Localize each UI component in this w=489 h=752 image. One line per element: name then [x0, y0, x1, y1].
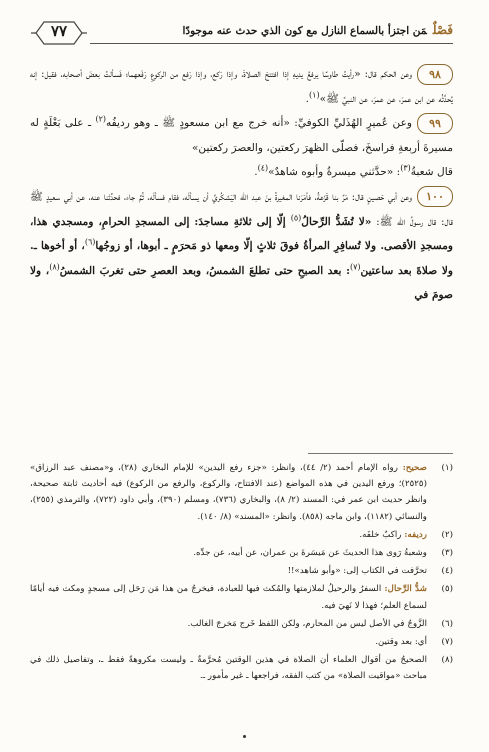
footnote-ref[interactable]: (٢) — [95, 114, 106, 124]
footnote-text — [30, 652, 427, 684]
hadith-text: وعن أبي حَصينٍ قال: مَرَّ بنا قَزَعةُ، فأمَرَنا المغيرةُ بنَ عبد الله اليَشكُريَّ أن يسألَه، فقام فسألَه، ثُمَّ جاء، فحدَّثنا عنه، عن أبي سعيدٍ ﷺ قال: قال رسولُ الله ﷺ: — [30, 190, 453, 228]
footnote-ref[interactable]: (٥) — [290, 213, 302, 223]
footnotes — [30, 460, 453, 687]
footnote-number: (٨) — [441, 655, 453, 666]
footnote-body: الصحيحُ من أقوال العلماء أن الصلاة في هذين الوقتين مُحرَّمةٌ ـ وليست مكروهةً فقط ـ، وتفاصيل ذلك في مباحث «مواقيت الصلاة» من كتب الفقه، فراجعها ـ غير مأمور ـ. — [30, 655, 427, 682]
footnote-body: الزَّوجُ في الأصل ليس من المحارم، ولكن اللفظ خَرج مَخرجَ الغالب. — [187, 618, 427, 629]
page-dot — [243, 735, 246, 738]
prophetic-text: ، أو أخوها ـ. ولا صلاةَ بعد ساعتين — [30, 240, 454, 277]
page-number-frame — [30, 18, 88, 48]
prophetic-text: «لا تُشَدُّ الرِّحالُ — [301, 215, 372, 228]
hadith-number-badge: ٩٨ — [417, 64, 453, 85]
footnote-ref[interactable]: (١) — [309, 90, 320, 100]
footnote-number: (٤) — [441, 566, 453, 577]
footnote-item — [30, 581, 453, 613]
hadith-number-badge: ٩٩ — [417, 113, 453, 134]
footnote-body: تحرَّفت في الكتاب إلى: «وأبو شاهد»!! — [287, 566, 427, 577]
prophetic-text: ، ولا صومَ في — [30, 264, 453, 302]
period: . — [254, 166, 258, 179]
footnote-ref[interactable]: (٦) — [84, 237, 96, 247]
footnote-item — [30, 652, 453, 684]
footnote-item — [30, 616, 453, 632]
footnote-number: (٧) — [441, 637, 453, 648]
footnote-keyword: صحيح: — [402, 463, 427, 473]
prophetic-text: إلّا إلى ثلاثةِ مساجدَ: إلى المسجدِ الحرامِ، ومسجدي هذا، ومسجدِ الأقصى. ولا تُسافِرِ المرأةُ فوقَ ثلاثٍ إلّا ومعها ذو مَحرَمٍ ـ أبوها، أو زوجُها — [30, 215, 453, 253]
footnote-body: أي: بعد وقتين. — [375, 637, 427, 648]
header-rule — [90, 43, 453, 44]
narrator-quote: : «حدَّثني ميسرةُ وأبوه شاهدٌ» — [268, 166, 401, 179]
footnote-number: (٥) — [441, 584, 453, 595]
main-text — [30, 62, 453, 308]
footnote-text — [30, 460, 427, 525]
footnote-item — [30, 527, 453, 543]
hadith-number-badge: ١٠٠ — [417, 186, 453, 207]
running-title — [183, 23, 453, 37]
hadith-text: وعن الحكم قال: «رأيتُ طاوسًا يرفعُ يديهِ إذا افتتحَ الصلاةَ، وإذا رَكع، وإذا رَفع من الركوعِ رَفَعهما؛ فَسألتُ بعضَ أصحابه، فقيل: إنه يُحدِّثُه عن ابن عمرَ، عن عمرَ، عن النبيِّ ﷺ» — [30, 68, 453, 105]
footnote-item — [30, 545, 453, 561]
hadith-100 — [30, 185, 453, 308]
footnote-body: وشعبةُ رَوى هذا الحديثَ عن مَيسَرةَ بن عمران، عن أبيه، عن جدِّه. — [193, 548, 427, 559]
footnote-ref[interactable]: (٣) — [400, 163, 411, 173]
hadith-99 — [30, 111, 453, 160]
footnote-text — [30, 563, 427, 579]
narrator-note: قال شعبةُ — [410, 166, 453, 179]
hadith-98: ٩٨وعن الحكم قال: «رأيتُ طاوسًا يرفعُ يديهِ إذا افتتحَ الصلاةَ، وإذا رَكع، وإذا رَفع من الركوعِ رَفَعهما؛ فَسألتُ بعضَ أصحابه، فقيل: إنه يُحدِّثُه عن ابن عمرَ، عن عمرَ، عن النبيِّ ﷺ»$^{(١)}$. — [30, 62, 453, 111]
page-number: ٧٧ — [50, 22, 68, 40]
footnote-text — [30, 634, 427, 650]
footnote-text — [30, 616, 427, 632]
footnote-number: (٢) — [441, 529, 453, 540]
footnote-text — [30, 545, 427, 561]
footnote-item — [30, 460, 453, 525]
footnote-ref[interactable]: (٧) — [349, 262, 361, 272]
footnote-ref[interactable]: (٤) — [257, 163, 269, 173]
footnote-text — [30, 581, 427, 613]
hadith-text: وعن عُميرٍ الهُذَليِّ الكوفيِّ: «أنه خرج مع ابن مسعودٍ ﷺ ـ وهو رديفُه — [105, 117, 413, 130]
hadith-99-note — [30, 160, 453, 185]
footnote-item — [30, 634, 453, 650]
footnote-text — [30, 527, 427, 543]
footnote-body: راكبٌ خلفَه. — [359, 529, 405, 540]
footnote-keyword: رديفه: — [404, 529, 427, 540]
page-header — [30, 10, 453, 50]
footnote-number: (١) — [441, 463, 453, 473]
footnote-number: (٣) — [441, 548, 453, 559]
footnote-ref[interactable]: (٨) — [49, 262, 60, 272]
hadith-text-cont: ـ على بَغْلَةٍ له مسيرةَ أربعةِ فراسخَ، فصلّى الظهرَ ركعتين، والعصرَ ركعتين» — [30, 117, 453, 154]
footnote-keyword: شدُّ الرِّحال: — [384, 584, 427, 595]
footnote-separator — [308, 453, 453, 454]
footnote-item — [30, 563, 453, 579]
footnote-body: السفرُ والرحيلُ لملازمتها والمُكث فيها للعبادة، فيخرجُ من هذا مَن رَحَل إلى مسجدٍ ومكث فيه أيامًا لسماع العلم؛ فهذا لا نَهيَ فيه. — [30, 584, 427, 611]
footnote-number: (٦) — [441, 618, 453, 629]
prophetic-text: : بعد الصبحِ حتى تطلعَ الشمسُ، وبعد العصرِ حتى تغربَ الشمسُ — [59, 264, 350, 277]
section-title: مَن اجتزأ بالسماع النازل مع كون الذي حدث عنه موجودًا — [182, 25, 427, 37]
footnote-body: رواه الإمام أحمد (٢/ ٤٤)، وانظر: «جزء رفع اليدين» للإمام البخاري (٢٨)، و«مصنف عبد الرزاق» (٢٥٢٥)؛ ورفع اليدين في هذه المواضع (عند الافتتاح، والركوع، والرفع من الركوع) فيه أحاديث ثابتة صحيحة، وانظر حديث ابن عمر في: المسند (٢/ ٨)، والبخاري (٧٣٦)، ومسلم (٣٩٠)، وأبي داود (٧٢٢)، والترمذي (٢٥٥)، والنسائي (١١٨٢)، وابن ماجه (٨٥٨). وانظر: «المسند» (٨/ ١٤٠). — [30, 463, 427, 522]
section-word: فَصْلٌ — [432, 23, 453, 37]
